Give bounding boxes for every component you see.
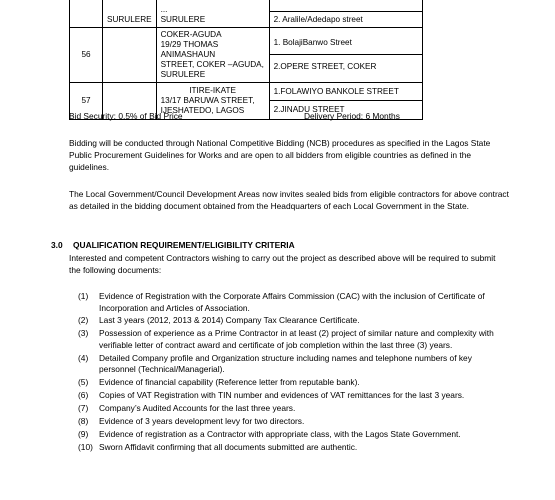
address-cell: [156, 0, 269, 28]
item-text: Evidence of financial capability (Reference letter from reputable bank).: [99, 377, 360, 388]
streets-cell: [269, 28, 422, 83]
list-item: [78, 353, 508, 376]
item-label: (4): [78, 352, 89, 363]
table-row: [70, 0, 423, 28]
item-label: (7): [78, 403, 89, 414]
item-text: Possession of experience as a Prime Contractor in at least (2) project of similar nature and complexity with verifiable letter of contract award and certificate of job completion within the last three (3) years.: [99, 328, 494, 350]
street-line: 2. Aralile/Adedapo street: [273, 15, 363, 24]
section-number: 3.0: [51, 240, 63, 250]
section-title: QUALIFICATION REQUIREMENT/ELIGIBILITY CRITERIA: [73, 240, 295, 250]
bid-security: Bid Security: 0.5% of Bid Price: [69, 111, 183, 121]
item-text: Copies of VAT Registration with TIN number and evidences of VAT remittances for the last 3 years.: [99, 390, 465, 401]
lot-number-cell: 57: [70, 83, 103, 120]
address-line: SURULERE: [160, 15, 206, 24]
list-item: [78, 442, 508, 454]
lot-number-cell: [70, 0, 103, 28]
delivery-period: Delivery Period: 6 Months: [304, 111, 400, 121]
item-text: Last 3 years (2012, 2013 & 2014) Company Tax Clearance Certificate.: [99, 315, 360, 326]
street-line: 2.OPERE STREET, COKER: [273, 62, 377, 71]
lot-number-cell: 56: [70, 28, 103, 83]
street-line: 1.FOLAWIYO BANKOLE STREET: [270, 83, 422, 101]
list-item: [78, 291, 508, 314]
item-text: Evidence of registration as a Contractor with appropriate class, with the Lagos State Government.: [99, 428, 461, 439]
address-line: SURULERE: [160, 70, 206, 79]
list-item: [78, 429, 508, 441]
item-text: Company’s Audited Accounts for the last three years.: [99, 403, 296, 414]
item-label: (10): [78, 441, 93, 452]
item-label: (1): [78, 291, 89, 301]
list-item: [78, 315, 508, 327]
requirements-list: [78, 291, 508, 455]
streets-cell: [269, 0, 422, 28]
item-label: (8): [78, 416, 89, 427]
table-row: [70, 28, 423, 83]
list-item: [78, 328, 508, 351]
address-line: 19/29 THOMAS ANIMASHAUN: [160, 40, 219, 59]
bid-lots-table: [69, 0, 423, 120]
item-text: Sworn Affidavit confirming that all documents submitted are authentic.: [99, 441, 358, 452]
address-line: 13/17 BARUWA STREET,: [160, 96, 255, 105]
address-cell: [156, 28, 269, 83]
item-text: Evidence of 3 years development levy for two directors.: [99, 416, 305, 427]
list-item: [78, 390, 508, 402]
address-line: ...: [160, 5, 168, 14]
invitation-paragraph: The Local Government/Council Development Areas now invites sealed bids from eligible contractors for above contract as detailed in the bidding document obtained from the Headquarters of each Local Government in the State.: [69, 189, 509, 211]
section-heading: [51, 240, 295, 250]
item-text: Detailed Company profile and Organization structure including names and telephone numbers of key personnel (Technical/Managerial).: [99, 352, 472, 375]
street-line: 2.JINADU STREET: [273, 105, 345, 114]
list-item: [78, 416, 508, 428]
address-line: ITIRE-IKATE: [189, 86, 236, 95]
intro-paragraph: Interested and competent Contractors wishing to carry out the project as described above will be required to submit the following documents:: [69, 253, 496, 275]
item-label: (6): [78, 390, 89, 401]
list-item: [78, 377, 508, 389]
item-label: (5): [78, 377, 89, 388]
local-government-cell: [103, 28, 157, 83]
item-label: (9): [78, 428, 89, 439]
list-item: [78, 403, 508, 415]
item-label: (3): [78, 328, 89, 339]
bidding-paragraph: Bidding will be conducted through National Competitive Bidding (NCB) procedures as specified in the Lagos State Public Procurement Guidelines for Works and are open to all bidders from eligible countries as defined in the guidelines.: [69, 138, 491, 172]
item-text: Evidence of Registration with the Corporate Affairs Commission (CAC) with the inclusion of Certificate of Incorporation and Articles of Association.: [99, 291, 485, 313]
address-line: STREET, COKER –AGUDA,: [160, 60, 264, 69]
item-label: (2): [78, 315, 89, 326]
street-line: [270, 0, 422, 12]
local-government-cell: SURULERE: [103, 0, 157, 28]
address-line: COKER-AGUDA: [160, 30, 222, 39]
street-line: 1. BolajiBanwo Street: [270, 31, 422, 55]
address-line: IJESHATEDO, LAGOS: [160, 106, 245, 115]
